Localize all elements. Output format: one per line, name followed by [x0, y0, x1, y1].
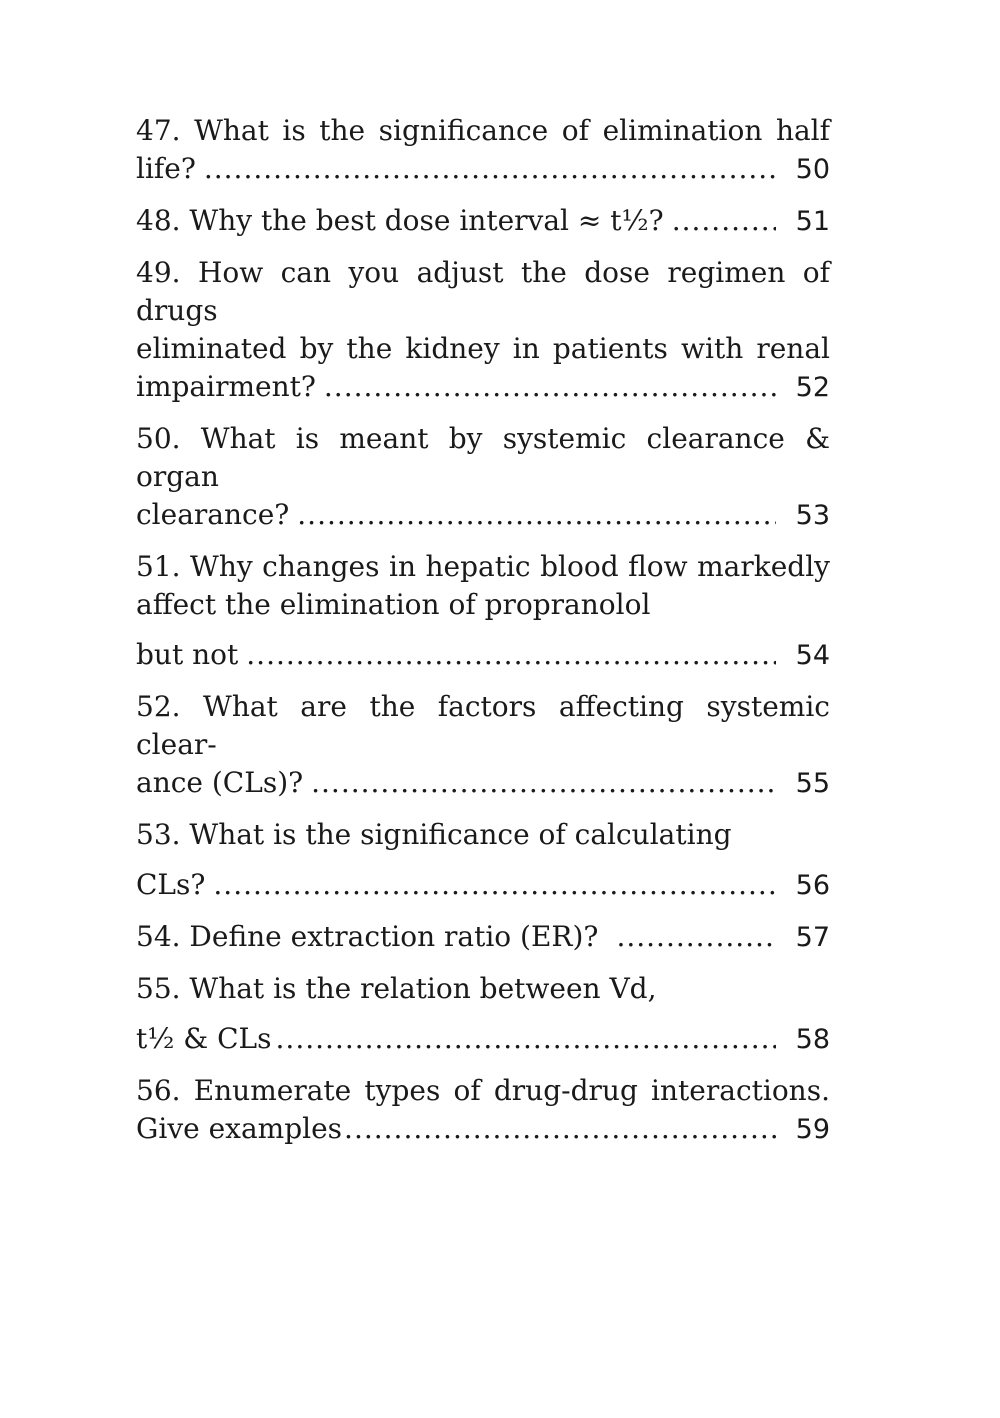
entry-text-line: 51. Why changes in hepatic blood flow markedly [136, 550, 830, 583]
page-number: 51 [795, 206, 830, 237]
entry-text-line: 49. How can you adjust the dose regimen of drugs [136, 256, 830, 327]
dot-leader [246, 636, 776, 674]
dot-leader [297, 496, 776, 534]
dot-leader [616, 918, 776, 956]
entry-leader-line [136, 918, 830, 957]
page-number: 57 [795, 922, 830, 953]
entry-text-line: t½ & CLs [136, 1022, 272, 1055]
toc-entry-53[interactable] [136, 816, 830, 905]
entry-text-line: 48. Why the best dose interval ≈ t½? [136, 204, 664, 237]
page-number: 55 [795, 768, 830, 799]
entry-leader-line [136, 866, 830, 905]
entry-leader-line [136, 496, 830, 535]
entry-leader-line [136, 764, 830, 803]
dot-leader [276, 1020, 776, 1058]
entry-text-line: Give examples [136, 1112, 343, 1145]
page-number: 56 [795, 870, 830, 901]
dot-leader [324, 368, 776, 406]
entry-text-line: impairment? [136, 370, 316, 403]
entry-text-line: 56. Enumerate types of drug-drug interactions. [136, 1074, 830, 1107]
entry-leader-line [136, 368, 830, 407]
table-of-contents [136, 112, 830, 1162]
entry-text-line: eliminated by the kidney in patients with renal [136, 332, 830, 365]
toc-entry-54[interactable] [136, 918, 830, 957]
line-gap [136, 854, 830, 866]
entry-leader-line [136, 1020, 830, 1059]
entry-text-line: CLs? [136, 868, 206, 901]
page-number: 58 [795, 1024, 830, 1055]
entry-leader-line [136, 150, 830, 189]
dot-leader [311, 764, 776, 802]
page-number: 53 [795, 500, 830, 531]
toc-entry-47[interactable] [136, 112, 830, 189]
line-gap [136, 1008, 830, 1020]
entry-text-line: 54. Define extraction ratio (ER)? [136, 920, 599, 953]
entry-text-line: 53. What is the significance of calculating [136, 818, 732, 851]
dot-leader [672, 202, 776, 240]
toc-entry-51[interactable] [136, 548, 830, 675]
entry-leader-line [136, 202, 830, 241]
entry-text-line: affect the elimination of propranolol [136, 588, 651, 621]
page-number: 54 [795, 640, 830, 671]
dot-leader [213, 866, 776, 904]
entry-text-line: 47. What is the significance of elimination half [136, 114, 830, 147]
page-number: 59 [795, 1114, 830, 1145]
entry-text-line: ance (CLs)? [136, 766, 304, 799]
entry-text-line: life? [136, 152, 196, 185]
entry-leader-line [136, 1110, 830, 1149]
toc-entry-50[interactable] [136, 420, 830, 535]
entry-text-line: clearance? [136, 498, 290, 531]
line-gap [136, 624, 830, 636]
entry-text-line: 55. What is the relation between Vd, [136, 972, 657, 1005]
toc-entry-56[interactable] [136, 1072, 830, 1149]
dot-leader [344, 1110, 776, 1148]
toc-entry-55[interactable] [136, 970, 830, 1059]
entry-text-line: 50. What is meant by systemic clearance & organ [136, 422, 830, 493]
page-number: 52 [795, 372, 830, 403]
entry-text-line: but not [136, 638, 239, 671]
page-number: 50 [795, 154, 830, 185]
dot-leader [204, 150, 776, 188]
entry-leader-line [136, 636, 830, 675]
toc-entry-52[interactable] [136, 688, 830, 803]
toc-entry-48[interactable] [136, 202, 830, 241]
entry-text-line: 52. What are the factors affecting systemic clear- [136, 690, 830, 761]
toc-entry-49[interactable] [136, 254, 830, 407]
